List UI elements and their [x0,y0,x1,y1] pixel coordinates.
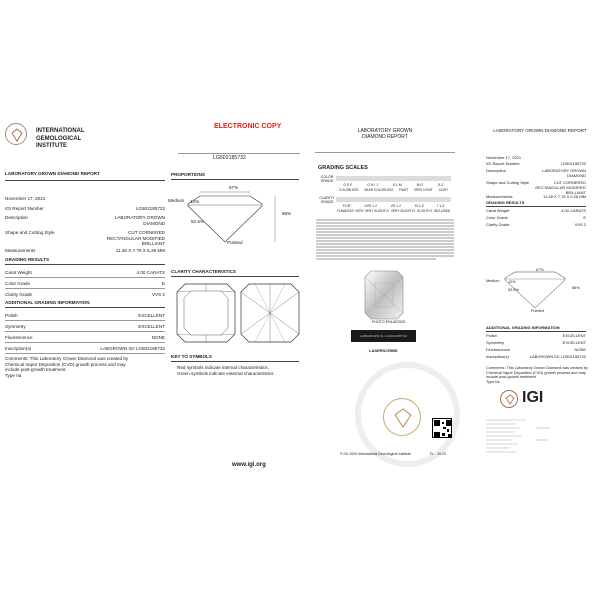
right-additional-inscription: Inscription(s) LABGROWN IGI LG502185732 [486,354,586,359]
center-footer-copyright: © IGI 2020 International Gemological Institute [340,452,411,456]
right-grading-color: Color Grade E [486,215,586,220]
clarity-plot-pavilion [241,284,299,342]
right-date: November 17, 2021 [486,155,522,160]
inscription-image: LABGROWN IGI LG502185732 [351,330,416,342]
right-prop-pavilion: 52.5% [508,288,519,292]
symbols-text: Red symbols indicate internal characteristics. Green symbols indicate external characteristics. [177,365,275,376]
left-comments: Comments: This Laboratory Grown Diamond was created by Chemical Vapor Deposition (CVD) growth process and may include post-growth treatment. Type IIa [5,356,129,379]
right-grading-clarity: Clarity Grade VVS 2 [486,222,586,227]
right-prop-depth: 68% [572,286,580,290]
right-grading-title: GRADING RESULTS [486,200,525,205]
igi-logo-seal-icon [500,390,518,408]
right-fine-print [486,418,586,466]
laserscribe-label: LASERSCRIBE [369,348,398,353]
fine-print-block [316,218,454,266]
left-grading-carat: Carat Weight 4.00 CARATS [5,270,165,275]
right-additional-fluorescence: Fluorescence NONE [486,347,586,352]
right-prop-culet: Pointed [531,309,544,313]
prop-crown: 12% [190,199,200,204]
prop-culet: Pointed [227,240,243,245]
right-field-report-number: IGI Report Number LG502185732 [486,161,586,166]
right-additional-title: ADDITIONAL GRADING INFORMATION [486,325,560,330]
right-field-measurements: Measurements 11.48 X 7.76 X 5.28 MM [486,194,586,199]
prop-table: 67% [229,185,239,190]
left-grading-clarity: Clarity Grade VVS 2 [5,292,165,297]
center-footer-code: FL - 10.20 [430,452,446,456]
igi-seal-icon [5,123,27,145]
org-name: INTERNATIONAL GEMOLOGICAL INSTITUTE [36,128,85,149]
right-prop-table: 67% [536,268,544,272]
symbols-title: KEY TO SYMBOLS [171,354,212,359]
left-report-title: LABORATORY GROWN DIAMOND REPORT [5,171,100,176]
center-report-title: LABORATORY GROWN DIAMOND REPORT [357,128,413,141]
prop-girdle: Medium [168,198,185,203]
left-additional-inscription: Inscription(s) LABGROWN IGI LG502185732 [5,346,165,351]
left-field-shape: Shape and Cutting Style CUT CORNERED RECTANGULAR MODIFIED BRILLIANT [5,230,165,247]
photo-caption: PHOTO ENLARGED [372,320,406,324]
right-field-description: Description LABORATORY GROWN DIAMOND [486,168,586,178]
right-additional-polish: Polish EXCELLENT [486,333,586,338]
left-additional-title: ADDITIONAL GRADING INFORMATION [5,300,90,305]
gold-seal-icon [383,398,421,436]
qr-code[interactable] [432,418,452,438]
clarity-plot-crown [177,284,235,342]
left-field-report-number: IGI Report Number LG502185732 [5,206,165,211]
right-report-title: LABORATORY GROWN DIAMOND REPORT [493,128,587,133]
middle-report-number: LG502185732 [213,155,246,161]
right-comments: Comments: This Laboratory Grown Diamond was created by Chemical Vapor Deposition (CVD) growth process and may include post-growth treatment. Type IIa [486,366,588,385]
right-prop-crown: 12% [508,280,516,284]
right-field-shape: Shape and Cutting Style CUT CORNERED RECTANGULAR MODIFIED BRILLIANT [486,180,586,195]
left-additional-fluorescence: Fluorescence NONE [5,335,165,340]
left-field-measurements: Measurements 11.48 X 7.76 X 5.28 MM [5,248,165,253]
right-prop-girdle: Medium [486,279,500,283]
electronic-copy-label: ELECTRONIC COPY [214,123,282,130]
website-link[interactable]: www.igi.org [232,462,266,468]
right-additional-symmetry: Symmetry EXCELLENT [486,340,586,345]
igi-logo-text: IGI [522,389,544,406]
prop-depth: 68% [282,211,292,216]
prop-pavilion: 52.5% [191,219,205,224]
grading-scales-title: GRADING SCALES [318,165,368,171]
proportions-diagram [180,186,290,246]
diamond-photo [365,271,403,319]
left-grading-title: GRADING RESULTS [5,257,50,262]
left-date: November 17, 2021 [5,196,46,201]
right-grading-carat: Carat Weight 4.00 CARATS [486,208,586,213]
left-grading-color: Color Grade E [5,281,165,286]
proportions-title: PROPORTIONS [171,172,205,177]
left-additional-polish: Polish EXCELLENT [5,313,165,318]
clarity-title: CLARITY CHARACTERISTICS [171,269,236,274]
left-field-description: Description LABORATORY GROWN DIAMOND [5,215,165,226]
left-additional-symmetry: Symmetry EXCELLENT [5,324,165,329]
